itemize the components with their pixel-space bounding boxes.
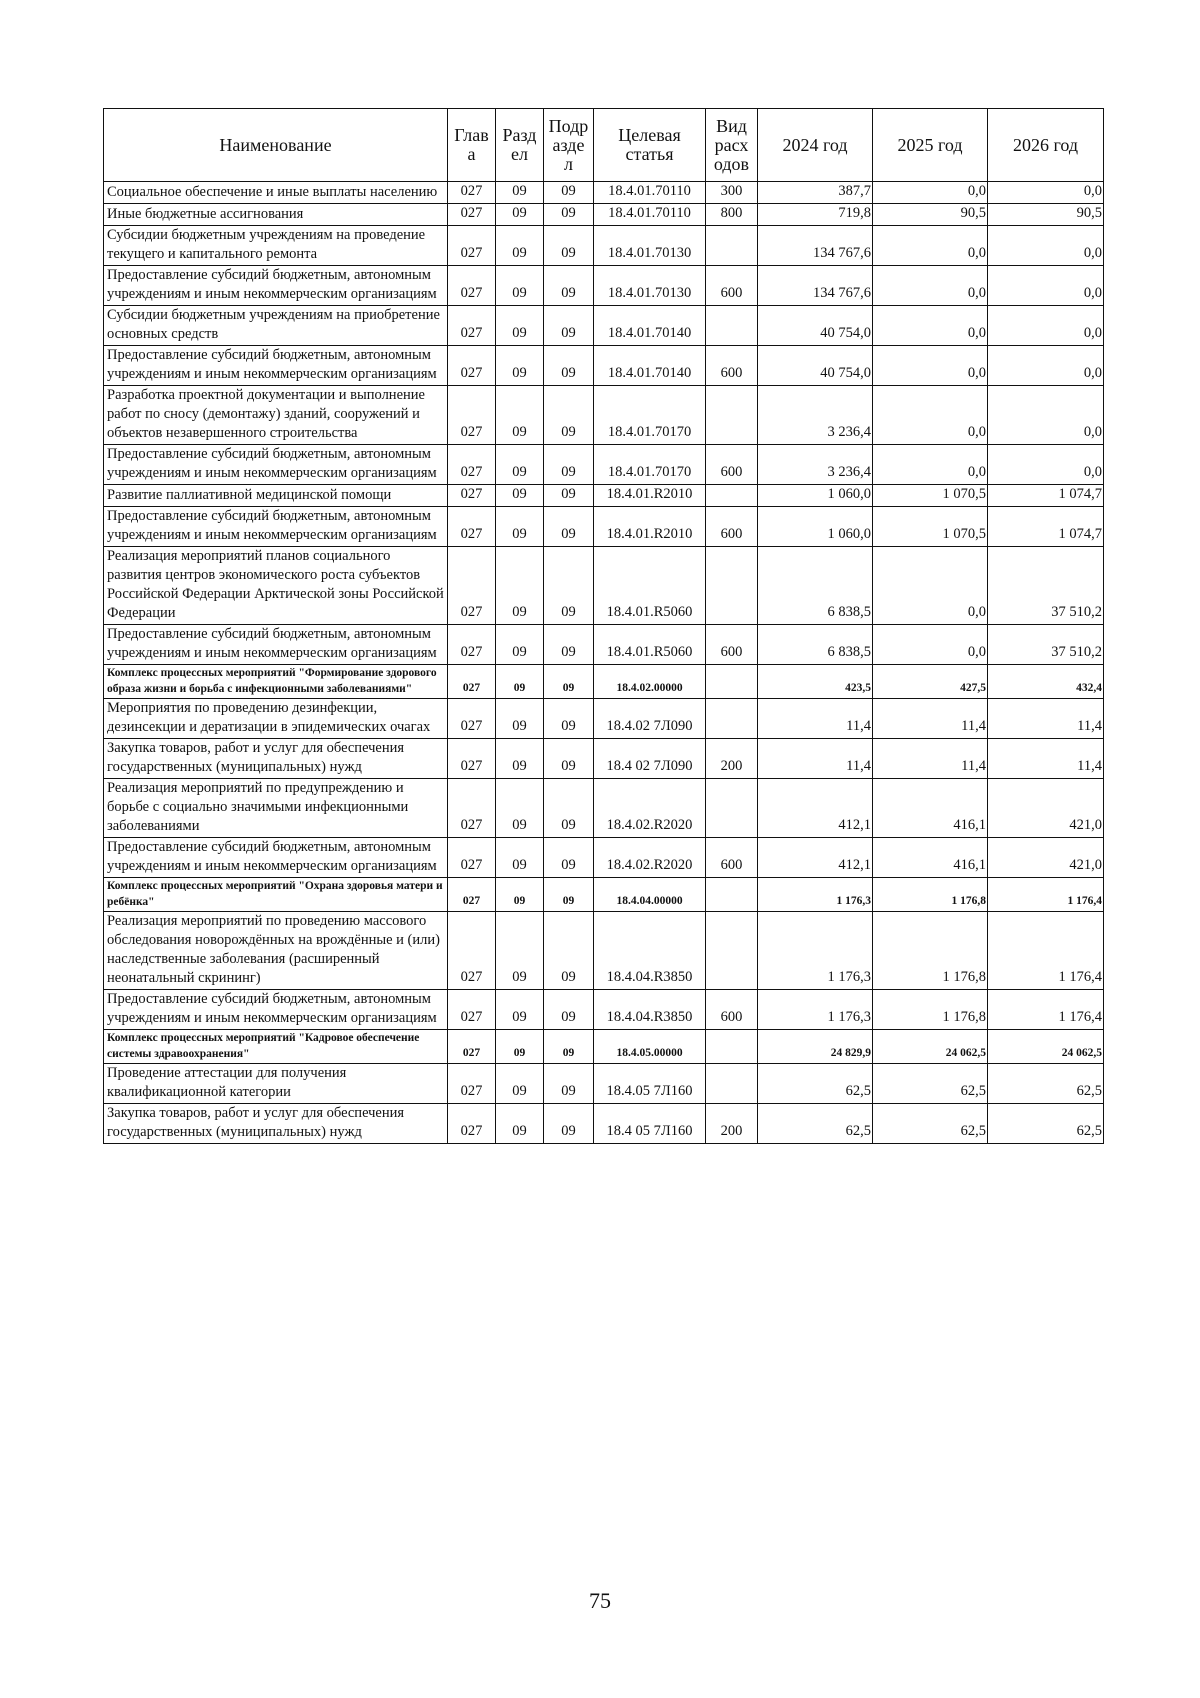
row-name-cell: Предоставление субсидий бюджетным, автономным учреждениям и иным некоммерческим организациям (104, 445, 448, 485)
row-vid-rashodov-cell: 300 (706, 182, 758, 204)
table-row (104, 445, 1104, 485)
row-2026-value: 62,5 (988, 1064, 1104, 1104)
row-podrazdel-cell: 09 (544, 779, 594, 838)
row-2025-value: 0,0 (873, 226, 988, 266)
budget-table-container (103, 108, 1103, 1144)
row-podrazdel-cell: 09 (544, 507, 594, 547)
row-razdel-cell: 09 (496, 699, 544, 739)
row-celevaya-statya-cell: 18.4.01.70130 (594, 226, 706, 266)
table-row (104, 739, 1104, 779)
row-glava-cell: 027 (448, 226, 496, 266)
row-2026-value: 24 062,5 (988, 1030, 1104, 1064)
row-vid-rashodov-cell: 200 (706, 1104, 758, 1144)
row-celevaya-statya-cell: 18.4.01.70170 (594, 386, 706, 445)
row-2024-value: 62,5 (758, 1064, 873, 1104)
table-row (104, 204, 1104, 226)
row-glava-cell: 027 (448, 485, 496, 507)
row-2024-value: 412,1 (758, 779, 873, 838)
row-name-cell: Предоставление субсидий бюджетным, автономным учреждениям и иным некоммерческим организациям (104, 990, 448, 1030)
row-razdel-cell: 09 (496, 838, 544, 878)
row-2025-value: 1 176,8 (873, 912, 988, 990)
row-name-cell: Социальное обеспечение и иные выплаты населению (104, 182, 448, 204)
table-row (104, 485, 1104, 507)
row-2026-value: 0,0 (988, 226, 1104, 266)
row-celevaya-statya-cell: 18.4.02 7Л090 (594, 699, 706, 739)
row-2025-value: 24 062,5 (873, 1030, 988, 1064)
row-2026-value: 0,0 (988, 445, 1104, 485)
row-2025-value: 62,5 (873, 1104, 988, 1144)
row-name-cell: Предоставление субсидий бюджетным, автономным учреждениям и иным некоммерческим организациям (104, 346, 448, 386)
row-2024-value: 62,5 (758, 1104, 873, 1144)
row-vid-rashodov-cell (706, 386, 758, 445)
page-number: 75 (589, 1588, 611, 1613)
row-celevaya-statya-cell: 18.4.01.70130 (594, 266, 706, 306)
row-podrazdel-cell: 09 (544, 625, 594, 665)
row-2024-value: 387,7 (758, 182, 873, 204)
row-vid-rashodov-cell: 600 (706, 838, 758, 878)
row-glava-cell: 027 (448, 699, 496, 739)
row-glava-cell: 027 (448, 1064, 496, 1104)
table-row (104, 838, 1104, 878)
header-podrazdel: Подр азде л (544, 109, 594, 182)
row-vid-rashodov-cell: 600 (706, 445, 758, 485)
row-glava-cell: 027 (448, 838, 496, 878)
row-2025-value: 1 176,8 (873, 990, 988, 1030)
row-2024-value: 11,4 (758, 699, 873, 739)
row-vid-rashodov-cell (706, 485, 758, 507)
row-glava-cell: 027 (448, 1104, 496, 1144)
row-2025-value: 427,5 (873, 665, 988, 699)
table-row (104, 699, 1104, 739)
row-podrazdel-cell: 09 (544, 838, 594, 878)
row-razdel-cell: 09 (496, 665, 544, 699)
row-razdel-cell: 09 (496, 507, 544, 547)
row-2025-value: 62,5 (873, 1064, 988, 1104)
row-2025-value: 416,1 (873, 838, 988, 878)
row-2024-value: 134 767,6 (758, 266, 873, 306)
row-name-cell: Мероприятия по проведению дезинфекции, дезинсекции и дератизации в эпидемических очагах (104, 699, 448, 739)
row-name-cell: Реализация мероприятий планов социального развития центров экономического роста субъектов Российской Федерации Арктической зоны Российской Федерации (104, 547, 448, 625)
header-year-2025: 2025 год (873, 109, 988, 182)
row-2024-value: 3 236,4 (758, 445, 873, 485)
table-row (104, 625, 1104, 665)
row-podrazdel-cell: 09 (544, 266, 594, 306)
row-celevaya-statya-cell: 18.4 05 7Л160 (594, 1104, 706, 1144)
row-vid-rashodov-cell (706, 665, 758, 699)
row-razdel-cell: 09 (496, 878, 544, 912)
row-2025-value: 416,1 (873, 779, 988, 838)
row-podrazdel-cell: 09 (544, 226, 594, 266)
row-2026-value: 37 510,2 (988, 547, 1104, 625)
row-glava-cell: 027 (448, 739, 496, 779)
row-2025-value: 0,0 (873, 547, 988, 625)
row-2026-value: 62,5 (988, 1104, 1104, 1144)
row-podrazdel-cell: 09 (544, 346, 594, 386)
row-name-cell: Закупка товаров, работ и услуг для обеспечения государственных (муниципальных) нужд (104, 739, 448, 779)
row-name-cell: Субсидии бюджетным учреждениям на проведение текущего и капитального ремонта (104, 226, 448, 266)
row-glava-cell: 027 (448, 912, 496, 990)
row-2024-value: 40 754,0 (758, 346, 873, 386)
row-glava-cell: 027 (448, 990, 496, 1030)
row-2026-value: 11,4 (988, 739, 1104, 779)
row-name-cell: Предоставление субсидий бюджетным, автономным учреждениям и иным некоммерческим организациям (104, 625, 448, 665)
row-razdel-cell: 09 (496, 912, 544, 990)
row-2025-value: 0,0 (873, 266, 988, 306)
budget-table (103, 108, 1104, 1144)
row-2026-value: 37 510,2 (988, 625, 1104, 665)
row-vid-rashodov-cell (706, 878, 758, 912)
row-glava-cell: 027 (448, 204, 496, 226)
row-glava-cell: 027 (448, 386, 496, 445)
row-vid-rashodov-cell: 600 (706, 990, 758, 1030)
row-razdel-cell: 09 (496, 204, 544, 226)
table-header-row (104, 109, 1104, 182)
row-razdel-cell: 09 (496, 1030, 544, 1064)
row-podrazdel-cell: 09 (544, 204, 594, 226)
row-2026-value: 1 176,4 (988, 912, 1104, 990)
row-celevaya-statya-cell: 18.4.04.R3850 (594, 912, 706, 990)
row-razdel-cell: 09 (496, 346, 544, 386)
table-row (104, 912, 1104, 990)
row-2024-value: 719,8 (758, 204, 873, 226)
row-2024-value: 134 767,6 (758, 226, 873, 266)
row-celevaya-statya-cell: 18.4.01.R5060 (594, 625, 706, 665)
row-razdel-cell: 09 (496, 547, 544, 625)
header-name: Наименование (104, 109, 448, 182)
row-vid-rashodov-cell: 800 (706, 204, 758, 226)
row-vid-rashodov-cell (706, 306, 758, 346)
row-2024-value: 423,5 (758, 665, 873, 699)
row-celevaya-statya-cell: 18.4.01.R5060 (594, 547, 706, 625)
row-celevaya-statya-cell: 18.4.04.00000 (594, 878, 706, 912)
row-2026-value: 0,0 (988, 266, 1104, 306)
row-2024-value: 6 838,5 (758, 625, 873, 665)
row-name-cell: Разработка проектной документации и выполнение работ по сносу (демонтажу) зданий, сооружений и объектов незавершенного строительства (104, 386, 448, 445)
row-2026-value: 421,0 (988, 779, 1104, 838)
row-2025-value: 1 070,5 (873, 507, 988, 547)
row-2026-value: 1 074,7 (988, 485, 1104, 507)
row-name-cell: Комплекс процессных мероприятий "Охрана здоровья матери и ребёнка" (104, 878, 448, 912)
row-vid-rashodov-cell (706, 226, 758, 266)
row-podrazdel-cell: 09 (544, 878, 594, 912)
row-vid-rashodov-cell (706, 779, 758, 838)
row-razdel-cell: 09 (496, 1104, 544, 1144)
row-2026-value: 90,5 (988, 204, 1104, 226)
row-2026-value: 421,0 (988, 838, 1104, 878)
table-row (104, 665, 1104, 699)
row-celevaya-statya-cell: 18.4.01.70170 (594, 445, 706, 485)
row-name-cell: Комплекс процессных мероприятий "Кадровое обеспечение системы здравоохранения" (104, 1030, 448, 1064)
header-year-2026: 2026 год (988, 109, 1104, 182)
row-celevaya-statya-cell: 18.4 02 7Л090 (594, 739, 706, 779)
row-2025-value: 11,4 (873, 699, 988, 739)
row-vid-rashodov-cell (706, 547, 758, 625)
row-glava-cell: 027 (448, 878, 496, 912)
table-row (104, 346, 1104, 386)
header-vid-rashodov: Вид расх одов (706, 109, 758, 182)
table-row (104, 1104, 1104, 1144)
row-glava-cell: 027 (448, 306, 496, 346)
row-razdel-cell: 09 (496, 779, 544, 838)
row-2026-value: 432,4 (988, 665, 1104, 699)
row-vid-rashodov-cell: 600 (706, 625, 758, 665)
row-razdel-cell: 09 (496, 485, 544, 507)
row-2024-value: 1 176,3 (758, 878, 873, 912)
row-2024-value: 6 838,5 (758, 547, 873, 625)
row-vid-rashodov-cell: 600 (706, 266, 758, 306)
row-podrazdel-cell: 09 (544, 990, 594, 1030)
row-podrazdel-cell: 09 (544, 485, 594, 507)
table-row (104, 547, 1104, 625)
header-glava: Глав а (448, 109, 496, 182)
row-2026-value: 0,0 (988, 182, 1104, 204)
row-name-cell: Развитие паллиативной медицинской помощи (104, 485, 448, 507)
row-celevaya-statya-cell: 18.4.01.70110 (594, 182, 706, 204)
row-vid-rashodov-cell (706, 1030, 758, 1064)
row-razdel-cell: 09 (496, 625, 544, 665)
row-2024-value: 1 060,0 (758, 485, 873, 507)
row-vid-rashodov-cell (706, 1064, 758, 1104)
row-razdel-cell: 09 (496, 1064, 544, 1104)
table-row (104, 507, 1104, 547)
row-podrazdel-cell: 09 (544, 739, 594, 779)
table-row (104, 182, 1104, 204)
row-razdel-cell: 09 (496, 990, 544, 1030)
row-2026-value: 1 176,4 (988, 878, 1104, 912)
row-2026-value: 0,0 (988, 306, 1104, 346)
header-celevaya-statya: Целевая статья (594, 109, 706, 182)
row-podrazdel-cell: 09 (544, 699, 594, 739)
row-vid-rashodov-cell: 200 (706, 739, 758, 779)
row-2025-value: 11,4 (873, 739, 988, 779)
table-body (104, 182, 1104, 1144)
table-row (104, 990, 1104, 1030)
row-celevaya-statya-cell: 18.4.05 7Л160 (594, 1064, 706, 1104)
row-razdel-cell: 09 (496, 226, 544, 266)
row-glava-cell: 027 (448, 779, 496, 838)
table-row (104, 306, 1104, 346)
row-2025-value: 90,5 (873, 204, 988, 226)
row-2025-value: 0,0 (873, 346, 988, 386)
row-name-cell: Предоставление субсидий бюджетным, автономным учреждениям и иным некоммерческим организациям (104, 838, 448, 878)
row-celevaya-statya-cell: 18.4.01.R2010 (594, 485, 706, 507)
row-2024-value: 24 829,9 (758, 1030, 873, 1064)
row-2025-value: 0,0 (873, 386, 988, 445)
header-razdel: Разд ел (496, 109, 544, 182)
row-celevaya-statya-cell: 18.4.02.00000 (594, 665, 706, 699)
row-podrazdel-cell: 09 (544, 1030, 594, 1064)
header-year-2024: 2024 год (758, 109, 873, 182)
row-2024-value: 3 236,4 (758, 386, 873, 445)
row-2025-value: 0,0 (873, 445, 988, 485)
row-podrazdel-cell: 09 (544, 445, 594, 485)
row-name-cell: Проведение аттестации для получения квалификационной категории (104, 1064, 448, 1104)
row-2025-value: 0,0 (873, 306, 988, 346)
row-2025-value: 1 070,5 (873, 485, 988, 507)
row-name-cell: Закупка товаров, работ и услуг для обеспечения государственных (муниципальных) нужд (104, 1104, 448, 1144)
row-vid-rashodov-cell (706, 699, 758, 739)
row-glava-cell: 027 (448, 625, 496, 665)
table-row (104, 779, 1104, 838)
row-2026-value: 1 176,4 (988, 990, 1104, 1030)
row-podrazdel-cell: 09 (544, 912, 594, 990)
row-2024-value: 11,4 (758, 739, 873, 779)
row-name-cell: Субсидии бюджетным учреждениям на приобретение основных средств (104, 306, 448, 346)
table-row (104, 1030, 1104, 1064)
row-2026-value: 11,4 (988, 699, 1104, 739)
row-razdel-cell: 09 (496, 739, 544, 779)
row-glava-cell: 027 (448, 665, 496, 699)
row-razdel-cell: 09 (496, 182, 544, 204)
row-2025-value: 1 176,8 (873, 878, 988, 912)
row-2025-value: 0,0 (873, 182, 988, 204)
row-name-cell: Реализация мероприятий по предупреждению и борьбе с социально значимыми инфекционными заболеваниями (104, 779, 448, 838)
row-glava-cell: 027 (448, 547, 496, 625)
row-podrazdel-cell: 09 (544, 1104, 594, 1144)
row-podrazdel-cell: 09 (544, 665, 594, 699)
row-glava-cell: 027 (448, 1030, 496, 1064)
row-name-cell: Комплекс процессных мероприятий "Формирование здорового образа жизни и борьба с инфекционными заболеваниями" (104, 665, 448, 699)
row-vid-rashodov-cell (706, 912, 758, 990)
row-2024-value: 40 754,0 (758, 306, 873, 346)
row-glava-cell: 027 (448, 346, 496, 386)
row-podrazdel-cell: 09 (544, 306, 594, 346)
row-celevaya-statya-cell: 18.4.02.R2020 (594, 838, 706, 878)
row-2026-value: 0,0 (988, 386, 1104, 445)
row-podrazdel-cell: 09 (544, 182, 594, 204)
row-razdel-cell: 09 (496, 445, 544, 485)
table-row (104, 1064, 1104, 1104)
row-razdel-cell: 09 (496, 306, 544, 346)
row-2025-value: 0,0 (873, 625, 988, 665)
row-celevaya-statya-cell: 18.4.04.R3850 (594, 990, 706, 1030)
row-celevaya-statya-cell: 18.4.05.00000 (594, 1030, 706, 1064)
table-row (104, 266, 1104, 306)
row-2024-value: 1 060,0 (758, 507, 873, 547)
row-podrazdel-cell: 09 (544, 386, 594, 445)
row-name-cell: Реализация мероприятий по проведению массового обследования новорождённых на врождённые и (или) наследственные заболевания (расширенный неонатальный скрининг) (104, 912, 448, 990)
row-2026-value: 1 074,7 (988, 507, 1104, 547)
row-vid-rashodov-cell: 600 (706, 507, 758, 547)
row-2024-value: 412,1 (758, 838, 873, 878)
row-glava-cell: 027 (448, 266, 496, 306)
row-vid-rashodov-cell: 600 (706, 346, 758, 386)
row-name-cell: Предоставление субсидий бюджетным, автономным учреждениям и иным некоммерческим организациям (104, 266, 448, 306)
row-podrazdel-cell: 09 (544, 1064, 594, 1104)
row-2024-value: 1 176,3 (758, 912, 873, 990)
table-row (104, 226, 1104, 266)
row-glava-cell: 027 (448, 445, 496, 485)
row-glava-cell: 027 (448, 182, 496, 204)
row-name-cell: Предоставление субсидий бюджетным, автономным учреждениям и иным некоммерческим организациям (104, 507, 448, 547)
table-row (104, 878, 1104, 912)
row-razdel-cell: 09 (496, 386, 544, 445)
row-2026-value: 0,0 (988, 346, 1104, 386)
row-celevaya-statya-cell: 18.4.02.R2020 (594, 779, 706, 838)
row-celevaya-statya-cell: 18.4.01.70140 (594, 306, 706, 346)
row-razdel-cell: 09 (496, 266, 544, 306)
table-row (104, 386, 1104, 445)
row-glava-cell: 027 (448, 507, 496, 547)
row-podrazdel-cell: 09 (544, 547, 594, 625)
row-name-cell: Иные бюджетные ассигнования (104, 204, 448, 226)
row-celevaya-statya-cell: 18.4.01.R2010 (594, 507, 706, 547)
row-celevaya-statya-cell: 18.4.01.70110 (594, 204, 706, 226)
row-celevaya-statya-cell: 18.4.01.70140 (594, 346, 706, 386)
row-2024-value: 1 176,3 (758, 990, 873, 1030)
